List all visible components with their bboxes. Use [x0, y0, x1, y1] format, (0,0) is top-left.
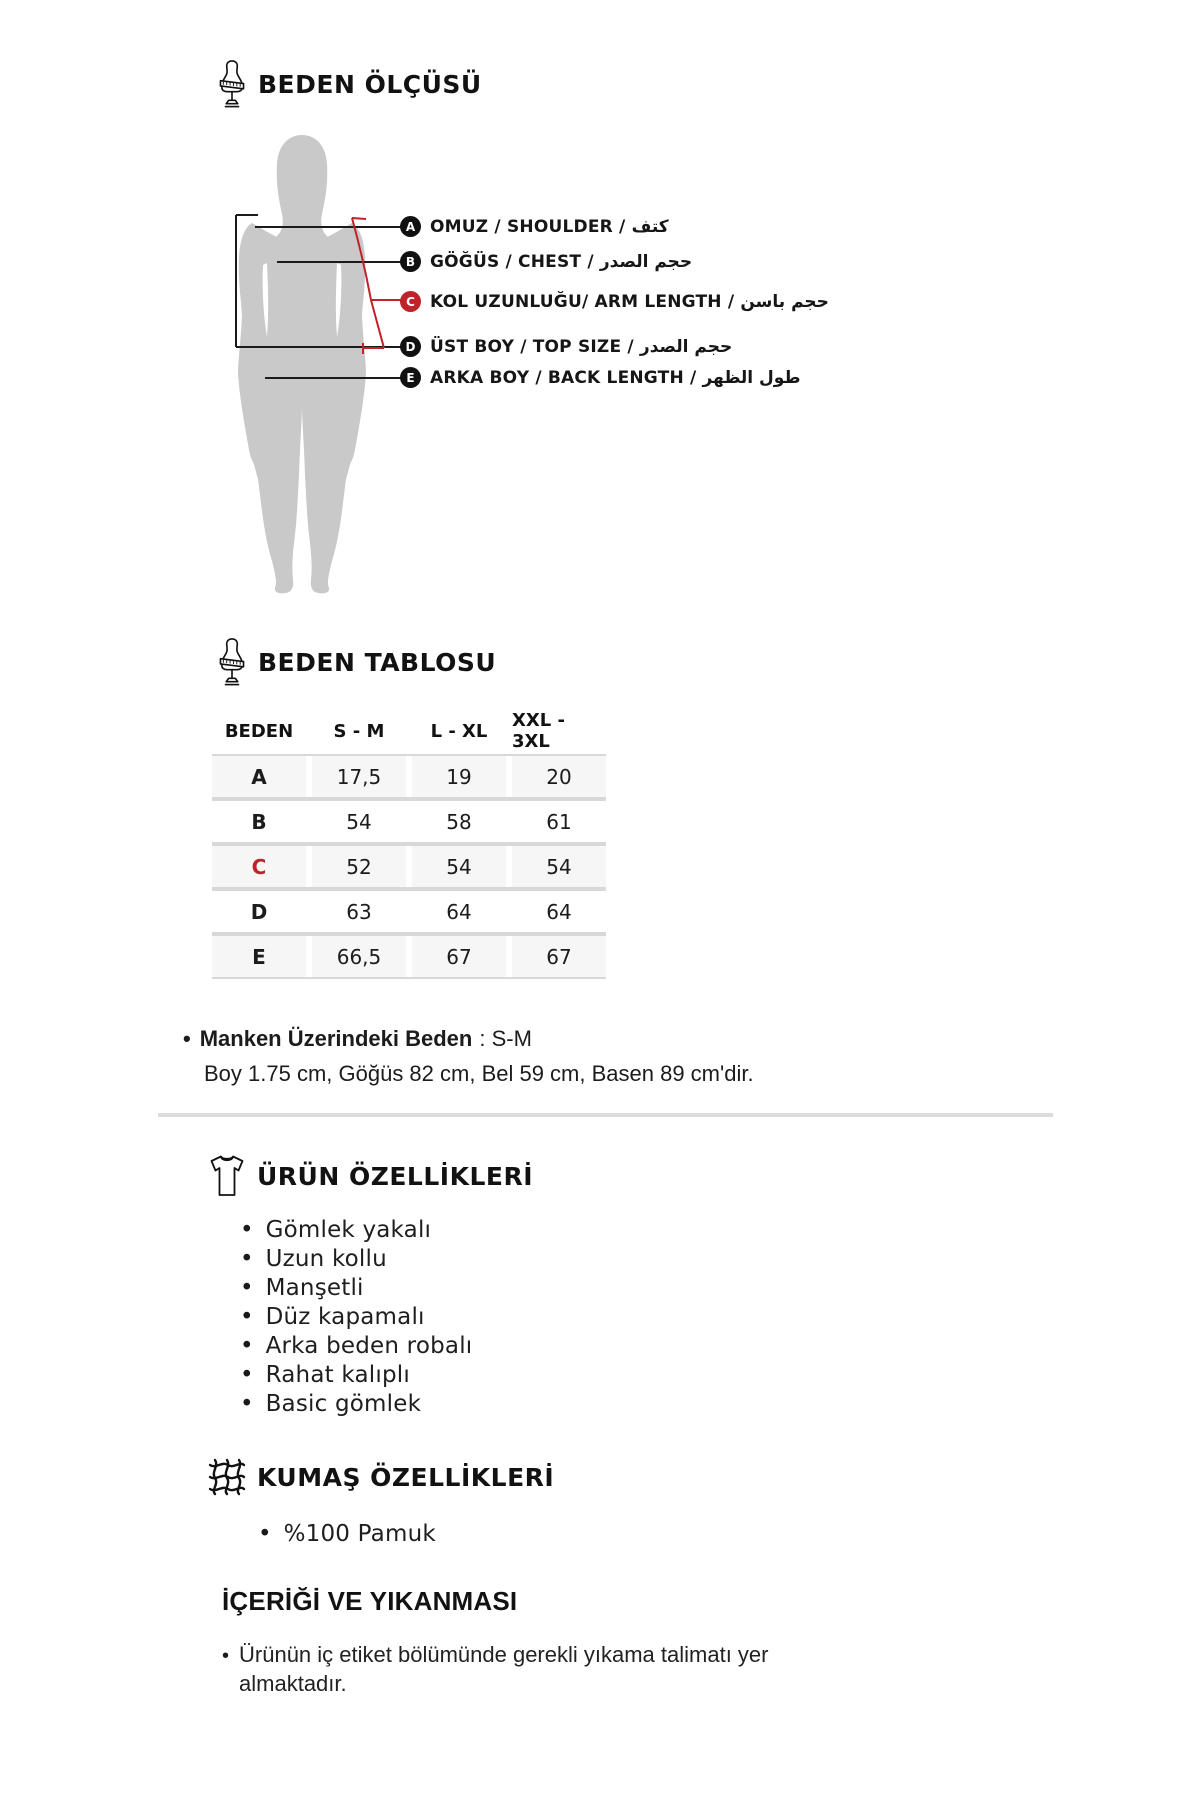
- measure-badge-e: E: [400, 367, 421, 388]
- measure-badge-b: B: [400, 251, 421, 272]
- size-guide-header: [216, 58, 482, 110]
- feature-item-text: Rahat kalıplı: [265, 1362, 410, 1388]
- value-cell: 63: [312, 891, 406, 932]
- section-divider: [158, 1113, 1053, 1117]
- size-guide-title: BEDEN ÖLÇÜSÜ: [258, 69, 482, 99]
- column-header: S - M: [333, 720, 385, 742]
- value-cell: 67: [412, 936, 506, 977]
- value-cell: 66,5: [312, 936, 406, 977]
- model-size-value: : S-M: [479, 1026, 532, 1051]
- table-row: [212, 754, 606, 799]
- table-row: [212, 844, 606, 889]
- row-key-cell: D: [212, 891, 306, 932]
- model-measurements: Boy 1.75 cm, Göğüs 82 cm, Bel 59 cm, Basen 89 cm'dir.: [204, 1061, 754, 1086]
- bullet-icon: •: [240, 1333, 254, 1359]
- measure-label-row: [400, 291, 829, 312]
- value-cell: 20: [512, 756, 606, 797]
- column-header: L - XL: [430, 720, 488, 742]
- dress-form-icon: [216, 59, 248, 109]
- measure-badge-c: C: [400, 291, 421, 312]
- size-table: [212, 708, 606, 979]
- row-key-cell: B: [212, 801, 306, 842]
- bullet-icon: •: [183, 1026, 191, 1051]
- row-key-cell: A: [212, 756, 306, 797]
- care-title: İÇERİĞİ VE YIKANMASI: [222, 1586, 518, 1616]
- measure-label-row: [400, 367, 800, 388]
- tshirt-icon: [207, 1154, 247, 1198]
- bullet-icon: •: [240, 1217, 254, 1243]
- measure-label-text: ÜST BOY / TOP SIZE / حجم الصدر: [430, 336, 733, 357]
- body-silhouette: [238, 135, 366, 593]
- product-features-title: ÜRÜN ÖZELLİKLERİ: [257, 1161, 534, 1191]
- size-table-head: [212, 708, 606, 754]
- feature-item-text: Basic gömlek: [265, 1391, 422, 1417]
- row-key-cell: C: [212, 846, 306, 887]
- product-features-header: [207, 1154, 533, 1198]
- column-header: BEDEN: [224, 720, 294, 742]
- care-list: [222, 1640, 864, 1698]
- bullet-icon: •: [240, 1304, 254, 1330]
- body-measurement-diagram: [180, 115, 480, 615]
- value-cell: 54: [312, 801, 406, 842]
- row-key-cell: E: [212, 936, 306, 977]
- value-cell: 54: [412, 846, 506, 887]
- fabric-features-header: [207, 1456, 554, 1498]
- measure-badge-a: A: [400, 216, 421, 237]
- fabric-features-list: [258, 1522, 436, 1551]
- care-item: [222, 1640, 864, 1698]
- size-table-body: [212, 754, 606, 979]
- fabric-weave-icon: [207, 1457, 247, 1497]
- feature-item-text: Arka beden robalı: [265, 1333, 473, 1359]
- care-item-text: Ürünün iç etiket bölümünde gerekli yıkama talimatı yer almaktadır.: [239, 1642, 769, 1696]
- measure-label-text: OMUZ / SHOULDER / كتف: [430, 216, 669, 237]
- column-header: XXL - 3XL: [512, 710, 565, 752]
- bullet-icon: •: [240, 1362, 254, 1388]
- size-table-title: BEDEN TABLOSU: [258, 647, 497, 677]
- feature-item: [240, 1305, 472, 1329]
- feature-item: [240, 1363, 472, 1387]
- feature-item-text: Manşetli: [265, 1275, 364, 1301]
- value-cell: 64: [412, 891, 506, 932]
- feature-item: [240, 1247, 472, 1271]
- value-cell: 58: [412, 801, 506, 842]
- measure-badge-d: D: [400, 336, 421, 357]
- measure-label-text: GÖĞÜS / CHEST / حجم الصدر: [430, 251, 693, 272]
- size-table-header: [216, 636, 496, 688]
- feature-item: [240, 1392, 472, 1416]
- feature-item-text: Gömlek yakalı: [265, 1217, 432, 1243]
- dress-form-icon: [216, 637, 248, 687]
- table-row: [212, 889, 606, 934]
- model-size-info: [183, 1026, 754, 1087]
- feature-item-text: Düz kapamalı: [265, 1304, 425, 1330]
- value-cell: 19: [412, 756, 506, 797]
- bullet-icon: •: [240, 1246, 254, 1272]
- feature-item: [240, 1334, 472, 1358]
- value-cell: 61: [512, 801, 606, 842]
- value-cell: 67: [512, 936, 606, 977]
- measure-label-text: KOL UZUNLUĞU/ ARM LENGTH / حجم باسن: [430, 291, 829, 312]
- bullet-icon: •: [240, 1275, 254, 1301]
- measure-label-text: ARKA BOY / BACK LENGTH / طول الظهر: [430, 367, 801, 388]
- table-row: [212, 799, 606, 844]
- feature-item: [240, 1218, 472, 1242]
- table-row: [212, 934, 606, 979]
- bullet-icon: •: [258, 1521, 272, 1547]
- fabric-item: [258, 1522, 436, 1546]
- value-cell: 64: [512, 891, 606, 932]
- value-cell: 52: [312, 846, 406, 887]
- fabric-item-text: %100 Pamuk: [283, 1521, 436, 1547]
- fabric-features-title: KUMAŞ ÖZELLİKLERİ: [257, 1462, 555, 1492]
- measure-label-row: [400, 216, 669, 237]
- product-features-list: [240, 1218, 472, 1421]
- measure-label-row: [400, 251, 692, 272]
- value-cell: 17,5: [312, 756, 406, 797]
- bullet-icon: •: [240, 1391, 254, 1417]
- measure-label-row: [400, 336, 732, 357]
- bullet-icon: •: [222, 1645, 230, 1667]
- feature-item-text: Uzun kollu: [265, 1246, 387, 1272]
- value-cell: 54: [512, 846, 606, 887]
- feature-item: [240, 1276, 472, 1300]
- model-size-label: Manken Üzerindeki Beden: [199, 1026, 473, 1051]
